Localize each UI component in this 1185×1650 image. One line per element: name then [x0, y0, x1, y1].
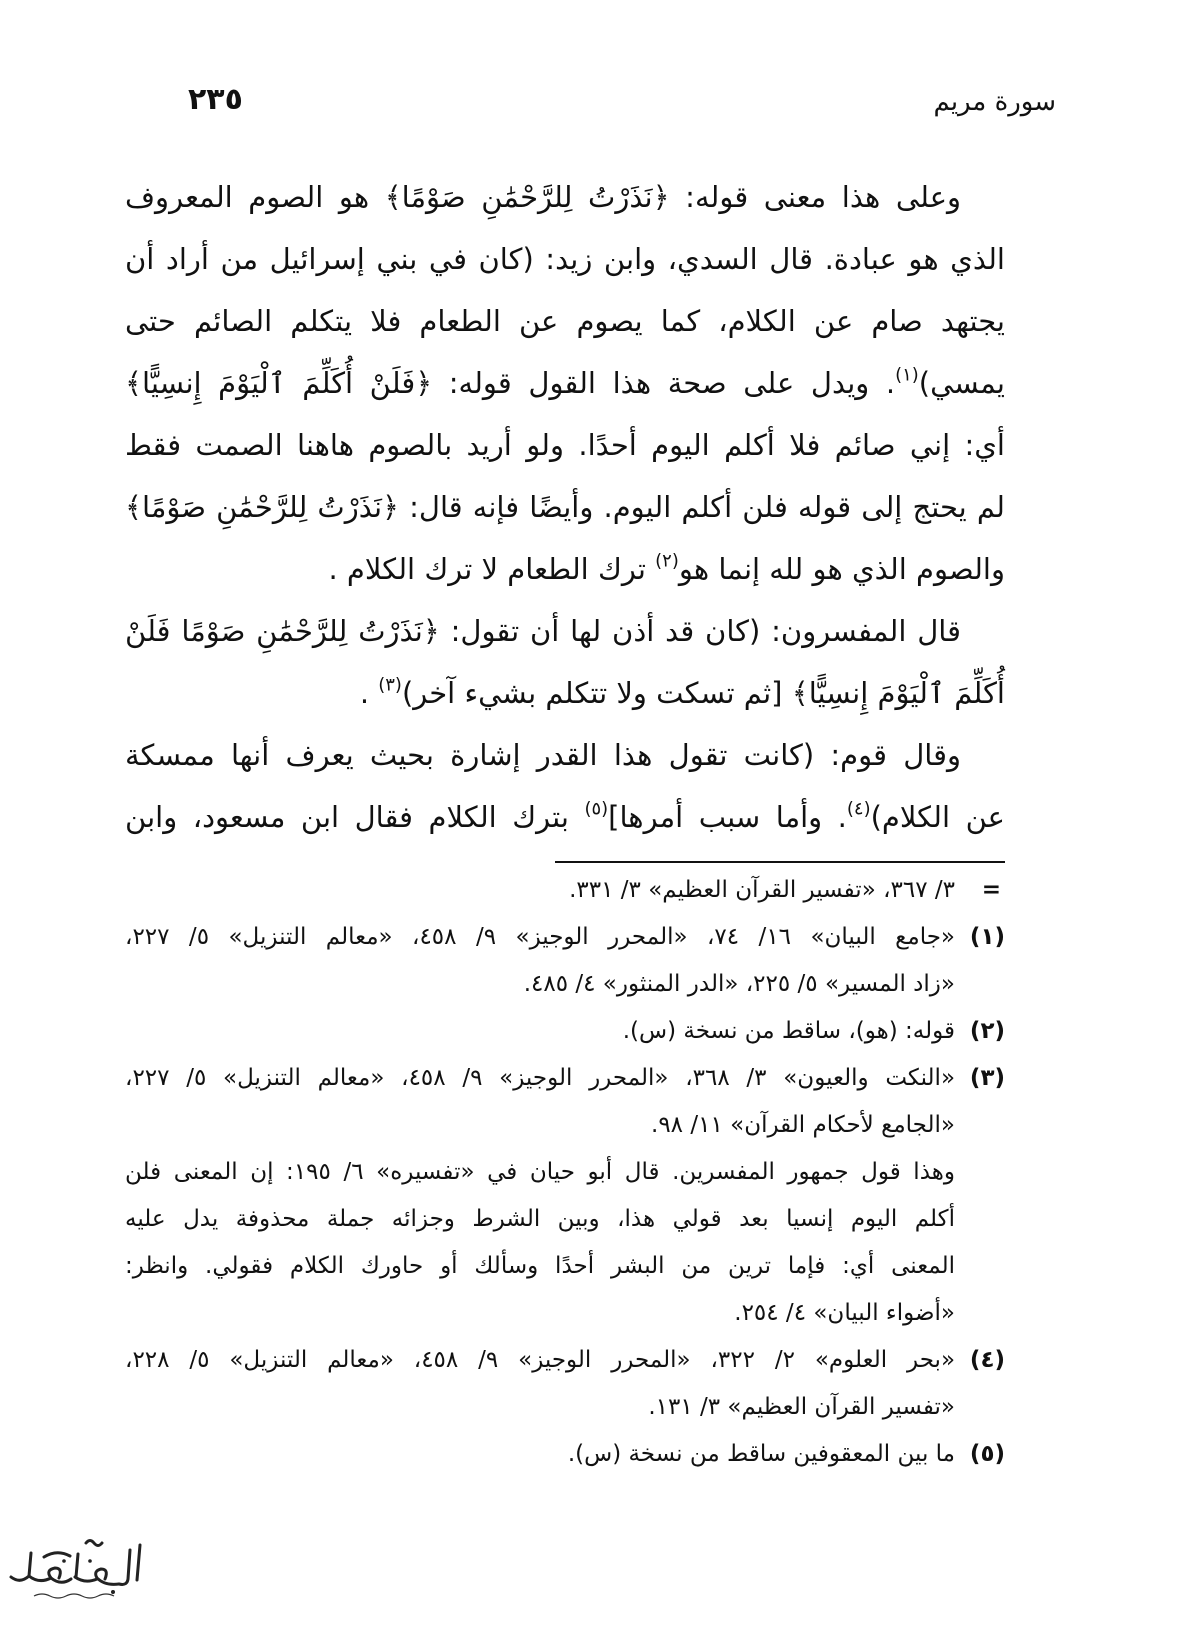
- footnote-5: [125, 1431, 1005, 1478]
- body-text: يمسي): [918, 366, 1005, 400]
- footnote-ref: (٣): [378, 674, 402, 696]
- footnote-line: قوله: (هو)، ساقط من نسخة (س).: [622, 1018, 955, 1044]
- footnote-line: «أضواء البيان» ٤/ ٢٥٤.: [734, 1300, 955, 1326]
- main-text: [125, 166, 1005, 848]
- body-text: والصوم الذي هو لله إنما هو: [678, 552, 1005, 586]
- footnote-line: أكلم اليوم إنسيا بعد قولي هذا، وبين الشرط وجزائه جملة محذوفة يدل عليه: [125, 1206, 955, 1232]
- body-text: ترك الطعام لا ترك الكلام .: [328, 552, 656, 586]
- body-text: . وأما سبب أمرها]: [608, 800, 847, 834]
- footnote-separator: [555, 861, 1005, 863]
- surah-title: سورة مريم: [933, 87, 1056, 117]
- footnote-ref: (١): [895, 364, 919, 386]
- body-line-6: لم يحتج إلى قوله فلن أكلم اليوم. وأيضًا فإنه قال: ﴿نَذَرْتُ لِلرَّحْمَٰنِ صَوْمًا﴾: [125, 490, 1005, 524]
- body-text: بترك الكلام فقال ابن مسعود، وابن: [125, 800, 585, 834]
- footnote-ref: (٥): [584, 798, 609, 820]
- footnote-line: «جامع البيان» ١٦/ ٧٤، «المحرر الوجيز» ٩/ ٤٥٨، «معالم التنزيل» ٥/ ٢٢٧،: [125, 924, 956, 950]
- footnote-line: «النكت والعيون» ٣/ ٣٦٨، «المحرر الوجيز» ٩/ ٤٥٨، «معالم التنزيل» ٥/ ٢٢٧،: [125, 1065, 956, 1091]
- footnote-continuation-mark: =: [981, 877, 1001, 903]
- footnote-number: (٤): [969, 1347, 1005, 1373]
- footnote-line: «تفسير القرآن العظيم» ٣/ ١٣١.: [648, 1394, 955, 1420]
- footnote-4: [125, 1337, 1005, 1431]
- footnote-line: ٣/ ٣٦٧، «تفسير القرآن العظيم» ٣/ ٣٣١.: [569, 877, 955, 903]
- body-line-10: وقال قوم: (كانت تقول هذا القدر إشارة بحيث يعرف أنها ممسكة: [125, 738, 961, 772]
- body-line-2: الذي هو عبادة. قال السدي، وابن زيد: (كان في بني إسرائيل من أراد أن: [125, 242, 1005, 276]
- body-text: أُكَلِّمَ ٱلْيَوْمَ إِنسِيًّا﴾ [ثم تسكت ولا تتكلم بشيء آخر): [401, 676, 1005, 710]
- footnote-continued: [125, 867, 1005, 914]
- footnote-number: (٣): [969, 1065, 1005, 1091]
- footnote-line: وهذا قول جمهور المفسرين. قال أبو حيان في «تفسيره» ٦/ ١٩٥: إن المعنى فلن: [125, 1159, 956, 1185]
- page-number: ٢٣٥: [188, 82, 243, 117]
- footnote-line: «زاد المسير» ٥/ ٢٢٥، «الدر المنثور» ٤/ ٤٨٥.: [523, 971, 955, 997]
- body-text: . ويدل على صحة هذا القول قوله: ﴿فَلَنْ أُكَلِّمَ ٱلْيَوْمَ إِنسِيًّا﴾: [125, 366, 896, 400]
- body-line-7: [125, 538, 1005, 600]
- footnote-line: «بحر العلوم» ٢/ ٣٢٢، «المحرر الوجيز» ٩/ ٤٥٨، «معالم التنزيل» ٥/ ٢٢٨،: [125, 1347, 956, 1373]
- footnote-ref: (٤): [846, 798, 871, 820]
- footnote-number: (١): [969, 924, 1005, 950]
- footnote-line: «الجامع لأحكام القرآن» ١١/ ٩٨.: [651, 1112, 955, 1138]
- body-text: عن الكلام): [870, 800, 1005, 834]
- footnote-number: (٢): [969, 1018, 1005, 1044]
- body-line-1: وعلى هذا معنى قوله: ﴿نَذَرْتُ لِلرَّحْمَٰنِ صَوْمًا﴾ هو الصوم المعروف: [125, 180, 961, 214]
- body-line-9: [125, 662, 1005, 724]
- footnote-ref: (٢): [655, 550, 679, 572]
- footnote-1: [125, 914, 1005, 1008]
- body-line-4: [125, 352, 1005, 414]
- body-line-11: [125, 786, 1005, 848]
- body-line-8: قال المفسرون: (كان قد أذن لها أن تقول: ﴿نَذَرْتُ لِلرَّحْمَٰنِ صَوْمًا فَلَنْ: [125, 614, 961, 648]
- body-text: .: [359, 676, 379, 710]
- watermark-logo: [4, 1533, 154, 1603]
- body-line-5: أي: إني صائم فلا أكلم اليوم أحدًا. ولو أريد بالصوم هاهنا الصمت فقط: [125, 428, 1005, 462]
- footnotes: [125, 867, 1005, 1478]
- footnote-line: المعنى أي: فإما ترين من البشر أحدًا وسألك أو حاورك الكلام فقولي. وانظر:: [125, 1253, 955, 1279]
- footnote-2: [125, 1008, 1005, 1055]
- body-line-3: يجتهد صام عن الكلام، كما يصوم عن الطعام فلا يتكلم الصائم حتى: [125, 304, 1005, 338]
- footnote-number: (٥): [969, 1441, 1005, 1467]
- footnote-line: ما بين المعقوفين ساقط من نسخة (س).: [567, 1441, 955, 1467]
- footnote-3: [125, 1055, 1005, 1337]
